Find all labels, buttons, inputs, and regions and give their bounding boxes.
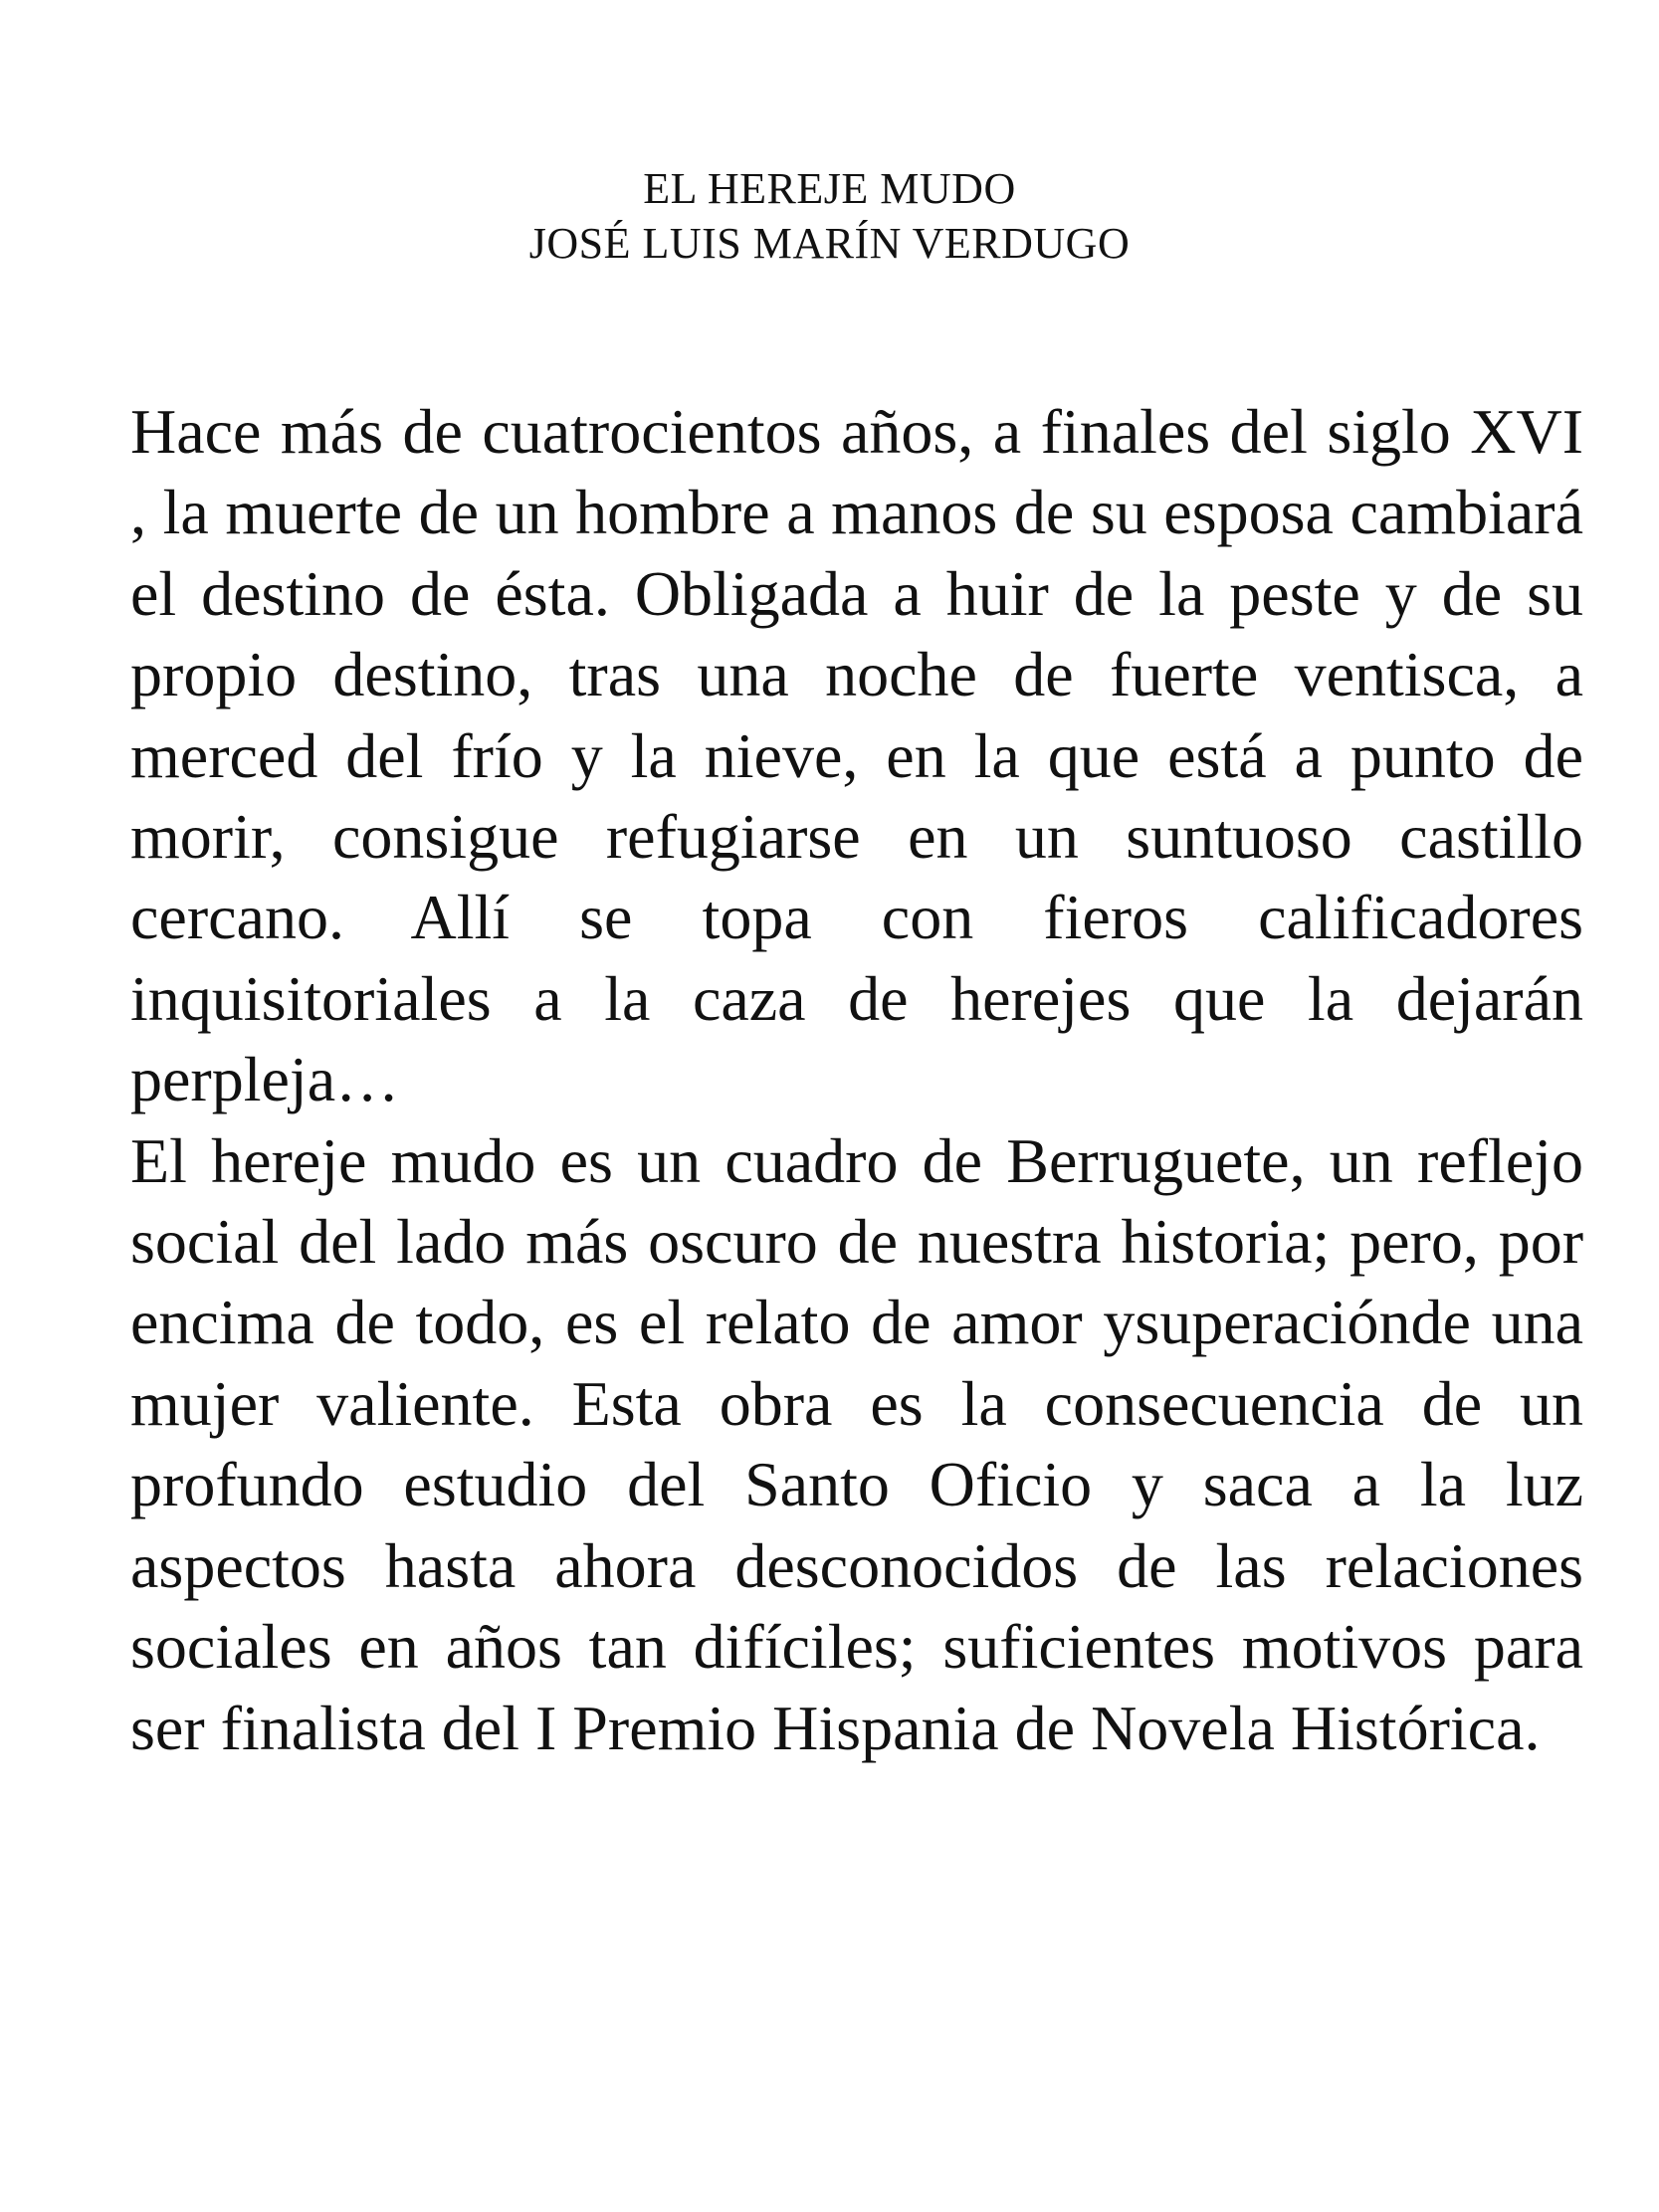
- book-title: EL HEREJE MUDO: [643, 164, 1016, 213]
- header: [0, 161, 1659, 271]
- book-author: JOSÉ LUIS MARÍN VERDUGO: [528, 219, 1131, 268]
- synopsis-paragraph-1: Hace más de cuatrocientos años, a finales del siglo XVI , la muerte de un hombre a manos de su esposa cambiará el destino de ésta. Obligada a huir de la peste y de su propio destino, tras una noche de fuerte ventisca, a merced del frío y la nieve, en la que está a punto de morir, consigue refugiarse en un suntuoso castillo cercano. Allí se topa con fieros calificadores inquisitoriales a la caza de herejes que la dejarán perpleja…: [130, 396, 1583, 1115]
- synopsis-paragraph-2: El hereje mudo es un cuadro de Berruguete, un reflejo social del lado más oscuro de nuestra historia; pero, por encima de todo, es el relato de amor ysuperaciónde una mujer valiente. Esta obra es la consecuencia de un profundo estudio del Santo Oficio y saca a la luz aspectos hasta ahora desconocidos de las relaciones sociales en años tan difíciles; suficientes motivos para ser finalista del I Premio Hispania de Novela Histórica.: [130, 1124, 1583, 1763]
- synopsis: [130, 391, 1583, 1768]
